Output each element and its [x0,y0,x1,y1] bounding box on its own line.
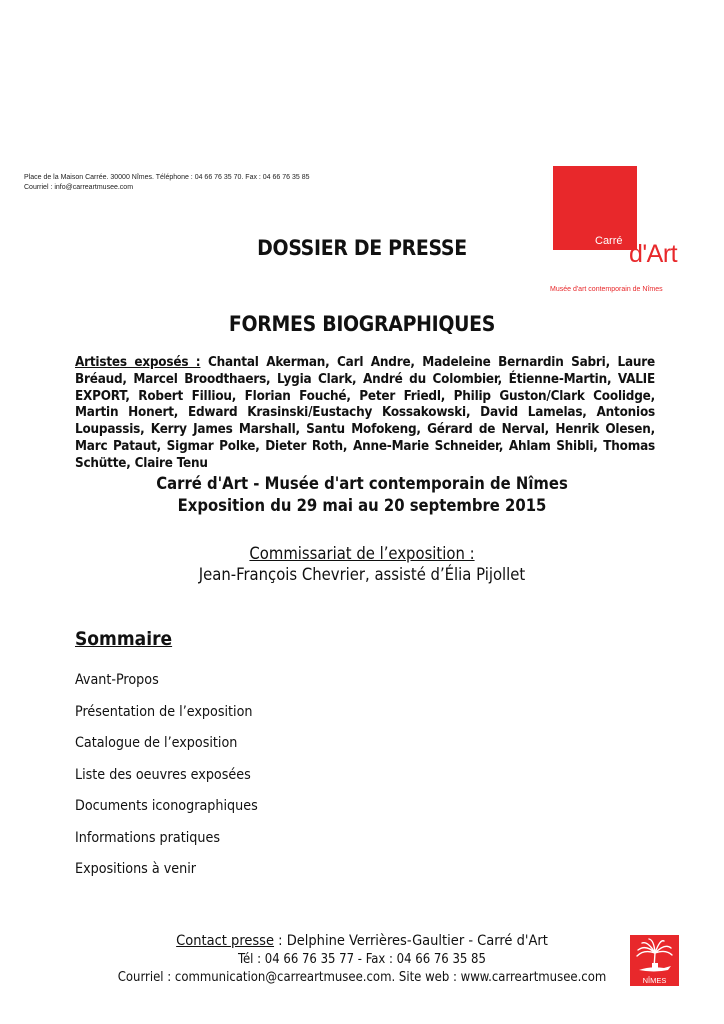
address-line: Place de la Maison Carrée. 30000 Nîmes. Téléphone : 04 66 76 35 70. Fax : 04 66 76 35 85 [24,174,310,181]
contact-label: Contact presse [176,933,275,949]
toc-item[interactable]: Présentation de l’exposition [75,703,253,720]
nimes-palm-crocodile-icon [630,935,679,986]
venue-museum: Carré d'Art - Musée d'art contemporain de Nîmes [156,474,568,493]
toc-item[interactable]: Avant-Propos [75,672,159,688]
header-address [24,173,310,193]
toc-item[interactable]: Liste des oeuvres exposées [75,766,251,783]
sommaire-list [75,670,258,891]
contact-email[interactable]: Courriel : communication@carreartmusee.com. Site web : www.carreartmusee.com [117,970,607,985]
logo-carre-text: Carré [595,235,623,247]
artists-paragraph [75,355,655,473]
email-line: Courriel : info@carreartmusee.com [24,184,134,191]
logo-subtitle: Musée d'art contemporain de Nîmes [550,286,663,293]
press-contact [0,931,724,987]
artists-label: Artistes exposés : [75,355,201,370]
contact-phone: Tél : 04 66 76 35 77 - Fax : 04 66 76 35 85 [238,952,486,967]
curator-block [0,543,724,585]
toc-item[interactable]: Documents iconographiques [75,798,258,814]
curator-names: Jean-François Chevrier, assisté d’Élia Pijollet [198,565,526,584]
contact-person: : Delphine Verrières-Gaultier - Carré d'Art [274,933,548,949]
page-title: DOSSIER DE PRESSE [257,236,467,260]
toc-item[interactable]: Informations pratiques [75,829,220,846]
exhibition-title: FORMES BIOGRAPHIQUES [228,312,496,336]
nimes-city-logo [630,935,679,986]
toc-item[interactable]: Expositions à venir [75,861,197,877]
artists-names: Chantal Akerman, Carl Andre, Madeleine Bernardin Sabri, Laure Bréaud, Marcel Broodthaers, Lygia Clark, André du Colombier, Étienne-Martin, VALIE EXPORT, Robert Filliou, Florian Fouché, Peter Friedl, Philip Guston/Clark Coolidge, Martin Honert, Edward Krasinski/Eustachy Kossakowski, David Lamelas, Antonios Loupassis, Kerry James Marshall, Santu Mofokeng, Gérard de Nerval, Henrik Olesen, Marc Pataut, Sigmar Polke, Dieter Roth, Anne-Marie Schneider, Ahlam Shibli, Thomas Schütte, Claire Tenu [75,355,655,471]
venue-dates: Exposition du 29 mai au 20 septembre 2015 [177,496,547,515]
nimes-logo-text: NÎMES [642,976,667,985]
logo-dart-text: d'Art [629,240,678,268]
curator-heading: Commissariat de l’exposition : [249,544,475,563]
sommaire-heading: Sommaire [75,628,173,650]
toc-item[interactable]: Catalogue de l’exposition [75,735,238,751]
venue-block [0,473,724,517]
